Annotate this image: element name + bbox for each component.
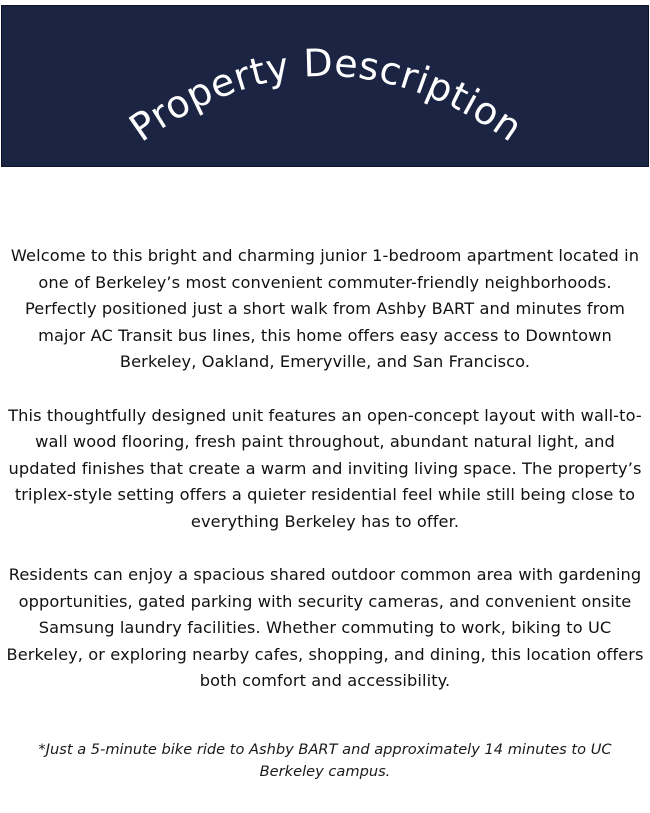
arched-title-graphic bbox=[2, 6, 650, 168]
description-body bbox=[0, 243, 650, 722]
footnote: *Just a 5-minute bike ride to Ashby BART and approximately 14 minutes to UC Berkeley campus. bbox=[38, 741, 612, 780]
page-title bbox=[121, 41, 530, 150]
page-title-text: Property Description bbox=[121, 40, 531, 151]
paragraph-intro: Welcome to this bright and charming junior 1-bedroom apartment located in one of Berkeley’s most convenient commuter-friendly neighborhoods. Perfectly positioned just a short walk from Ashby BART and minutes from major AC Transit bus lines, this home offers easy access to Downtown Berkeley, Oakland, Emeryville, and San Francisco. bbox=[10, 246, 640, 371]
header-banner bbox=[1, 5, 649, 167]
paragraph-amenities: Residents can enjoy a spacious shared outdoor common area with gardening opportunities, gated parking with security cameras, and convenient onsite Samsung laundry facilities. Whether commuting to work, biking to UC Berkeley, or exploring nearby cafes, shopping, and dining, this location offers both comfort and accessibility. bbox=[6, 565, 644, 690]
paragraph-features: This thoughtfully designed unit features an open-concept layout with wall-to-wall wood flooring, fresh paint throughout, abundant natural light, and updated finishes that create a warm and inviting living space. The property’s triplex-style setting offers a quieter residential feel while still being close to everything Berkeley has to offer. bbox=[8, 405, 642, 531]
